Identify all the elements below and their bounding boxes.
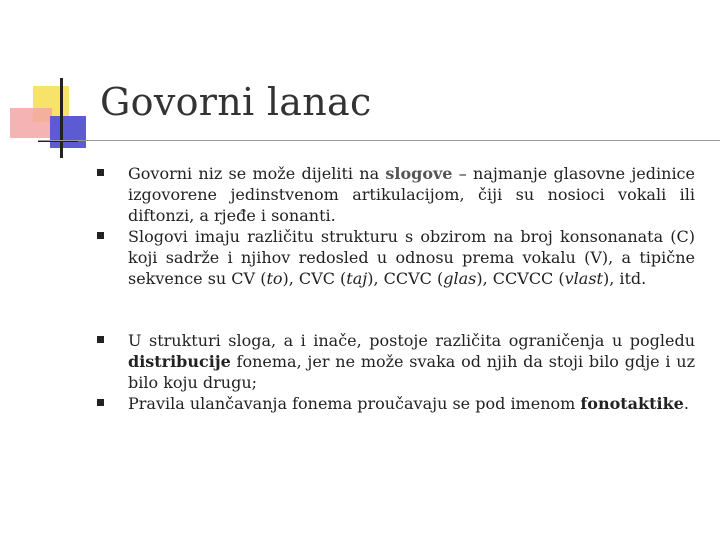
bullet-list-top bbox=[95, 163, 695, 289]
decor-vertical-line bbox=[60, 78, 63, 158]
bullet-item-phonotactics: Pravila ulančavanja fonema proučavaju se pod imenom fonotaktike. bbox=[95, 393, 695, 414]
bullet-item-distribution: U strukturi sloga, a i inače, postoje različita ograničenja u pogledu distribucije fonema, jer ne može svaka od njih da stoji bilo gdje i uz bilo koju drugu; bbox=[95, 330, 695, 393]
square-bullet-icon bbox=[97, 399, 104, 406]
title-rule bbox=[38, 140, 720, 141]
decor-blue-square bbox=[50, 116, 86, 148]
term-slogove: slogove bbox=[385, 164, 453, 183]
square-bullet-icon bbox=[97, 336, 104, 343]
term-distribucije: distribucije bbox=[128, 352, 231, 371]
term-fonotaktike: fonotaktike bbox=[580, 394, 684, 413]
bullet-list-bottom bbox=[95, 330, 695, 414]
slide-title: Govorni lanac bbox=[100, 80, 372, 124]
square-bullet-icon bbox=[97, 232, 104, 239]
bullet-item-structure: Slogovi imaju različitu strukturu s obzirom na broj konsonanata (C) koji sadrže i njihov redosled u odnosu prema vokalu (V), a tipične sekvence su CV (to), CVC (taj), CCVC (glas), CCVCC (vlast), itd. bbox=[95, 226, 695, 289]
decor-red-square bbox=[10, 108, 52, 138]
bullet-item-syllables: Govorni niz se može dijeliti na slogove – najmanje glasovne jedinice izgovorene jedinstvenom artikulacijom, čiji su nosioci vokali ili diftonzi, a rjeđe i sonanti. bbox=[95, 163, 695, 226]
square-bullet-icon bbox=[97, 169, 104, 176]
